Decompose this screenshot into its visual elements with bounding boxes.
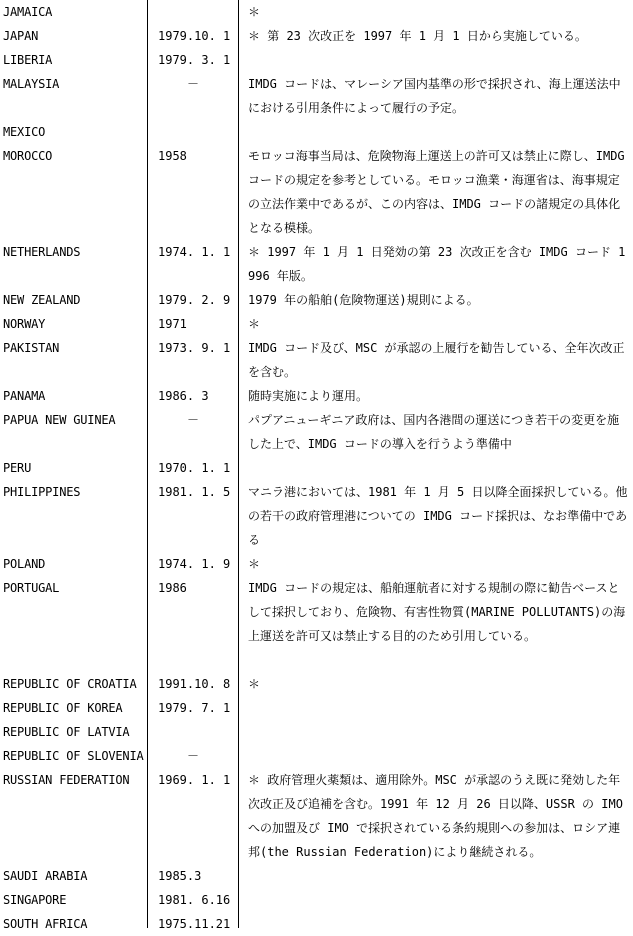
- table-row: [0, 240, 633, 288]
- table-row: [0, 72, 633, 120]
- country-name: MOROCCO: [3, 149, 53, 163]
- adoption-date: 1985.3: [158, 869, 202, 883]
- adoption-date: 1974. 1. 9: [158, 557, 231, 571]
- table-row: [0, 456, 633, 480]
- adoption-date: 1979. 3. 1: [158, 53, 231, 67]
- adoption-date: －: [186, 77, 199, 91]
- country-name: MEXICO: [3, 125, 46, 139]
- table-row: [0, 480, 633, 552]
- adoption-date: 1979. 2. 9: [158, 293, 231, 307]
- country-name: POLAND: [3, 557, 46, 571]
- table-row: [0, 576, 633, 672]
- table-row: [0, 864, 633, 888]
- country-name: NEW ZEALAND: [3, 293, 81, 307]
- table-row: [0, 912, 633, 936]
- remarks: IMDG コード及び、MSC が承認の上履行を勧告している、全年次改正を含む。: [248, 341, 625, 379]
- country-name: NETHERLANDS: [3, 245, 81, 259]
- country-name: PORTUGAL: [3, 581, 60, 595]
- adoption-date: －: [186, 413, 199, 427]
- country-name: PAKISTAN: [3, 341, 60, 355]
- country-name: LIBERIA: [3, 53, 53, 67]
- remarks: ＊: [248, 677, 261, 691]
- remarks: ＊ 政府管理火薬類は、適用除外。MSC が承認のうえ既に発効した年次改正及び追補を含む。1991 年 12 月 26 日以降、USSR の IMO への加盟及び IMO で採択されている条約規則への参加は、ロシア連邦(the Russian Federation)により継続される。: [248, 773, 623, 859]
- table-row: [0, 384, 633, 408]
- country-name: PAPUA NEW GUINEA: [3, 413, 116, 427]
- adoption-date: 1973. 9. 1: [158, 341, 231, 355]
- table-row: [0, 312, 633, 336]
- table-row: [0, 0, 633, 24]
- table-row: [0, 144, 633, 240]
- remarks: ＊: [248, 557, 261, 571]
- table-row: [0, 336, 633, 384]
- country-name: REPUBLIC OF LATVIA: [3, 725, 130, 739]
- table-row: [0, 768, 633, 864]
- remarks: IMDG コードは、マレーシア国内基準の形で採択され、海上運送法中における引用条件によって履行の予定。: [248, 77, 621, 115]
- table-row: [0, 408, 633, 456]
- remarks: マニラ港においては、1981 年 1 月 5 日以降全面採択している。他の若干の政府管理港についての IMDG コード採択は、なお準備中である: [248, 485, 628, 547]
- table-row: [0, 120, 633, 144]
- country-name: RUSSIAN FEDERATION: [3, 773, 130, 787]
- adoption-date: 1975.11.21: [158, 917, 231, 931]
- country-name: NORWAY: [3, 317, 46, 331]
- adoption-date: 1971: [158, 317, 187, 331]
- table-row: [0, 48, 633, 72]
- adoption-date: 1986: [158, 581, 187, 595]
- remarks: モロッコ海事当局は、危険物海上運送上の許可又は禁止に際し、IMDG コードの規定を参考としている。モロッコ漁業・海運省は、海事規定の立法作業中であるが、この内容は、IMDG コードの諸規定の具体化となる模様。: [248, 149, 625, 235]
- table-row: [0, 888, 633, 912]
- country-name: REPUBLIC OF CROATIA: [3, 677, 137, 691]
- country-name: JAMAICA: [3, 5, 53, 19]
- remarks: ＊ 第 23 次改正を 1997 年 1 月 1 日から実施している。: [248, 29, 587, 43]
- adoption-date: 1970. 1. 1: [158, 461, 231, 475]
- country-name: SOUTH AFRICA: [3, 917, 88, 931]
- adoption-date: 1979.10. 1: [158, 29, 231, 43]
- table-row: [0, 288, 633, 312]
- country-name: REPUBLIC OF KOREA: [3, 701, 123, 715]
- country-name: JAPAN: [3, 29, 39, 43]
- remarks: 1979 年の船舶(危険物運送)規則による。: [248, 293, 479, 307]
- table-row: [0, 744, 633, 768]
- country-name: PANAMA: [3, 389, 46, 403]
- adoption-date: 1969. 1. 1: [158, 773, 231, 787]
- adoption-date: 1981. 6.16: [158, 893, 231, 907]
- remarks: ＊ 1997 年 1 月 1 日発効の第 23 次改正を含む IMDG コード 1996 年版。: [248, 245, 626, 283]
- adoption-date: 1979. 7. 1: [158, 701, 231, 715]
- table-row: [0, 672, 633, 696]
- remarks: 随時実施により運用。: [248, 389, 369, 403]
- table-row: [0, 552, 633, 576]
- country-name: PERU: [3, 461, 32, 475]
- table-row: [0, 696, 633, 720]
- adoption-date: 1986. 3: [158, 389, 209, 403]
- country-name: SINGAPORE: [3, 893, 67, 907]
- adoption-date: 1958: [158, 149, 187, 163]
- remarks: ＊: [248, 317, 261, 331]
- table-row: [0, 720, 633, 744]
- remarks: IMDG コードの規定は、船舶運航者に対する規制の際に勧告ベースとして採択しており、危険物、有害性物質(MARINE POLLUTANTS)の海上運送を許可又は禁止する目的のため引用している。: [248, 581, 626, 643]
- country-name: REPUBLIC OF SLOVENIA: [3, 749, 144, 763]
- adoption-date: 1974. 1. 1: [158, 245, 231, 259]
- adoption-date: 1991.10. 8: [158, 677, 231, 691]
- country-name: SAUDI ARABIA: [3, 869, 88, 883]
- adoption-date: －: [186, 749, 199, 763]
- country-name: MALAYSIA: [3, 77, 60, 91]
- country-name: PHILIPPINES: [3, 485, 81, 499]
- table-row: [0, 24, 633, 48]
- remarks: パプアニューギニア政府は、国内各港間の運送につき若干の変更を施した上で、IMDG コードの導入を行うよう準備中: [248, 413, 620, 451]
- adoption-date: 1981. 1. 5: [158, 485, 231, 499]
- remarks: ＊: [248, 5, 261, 19]
